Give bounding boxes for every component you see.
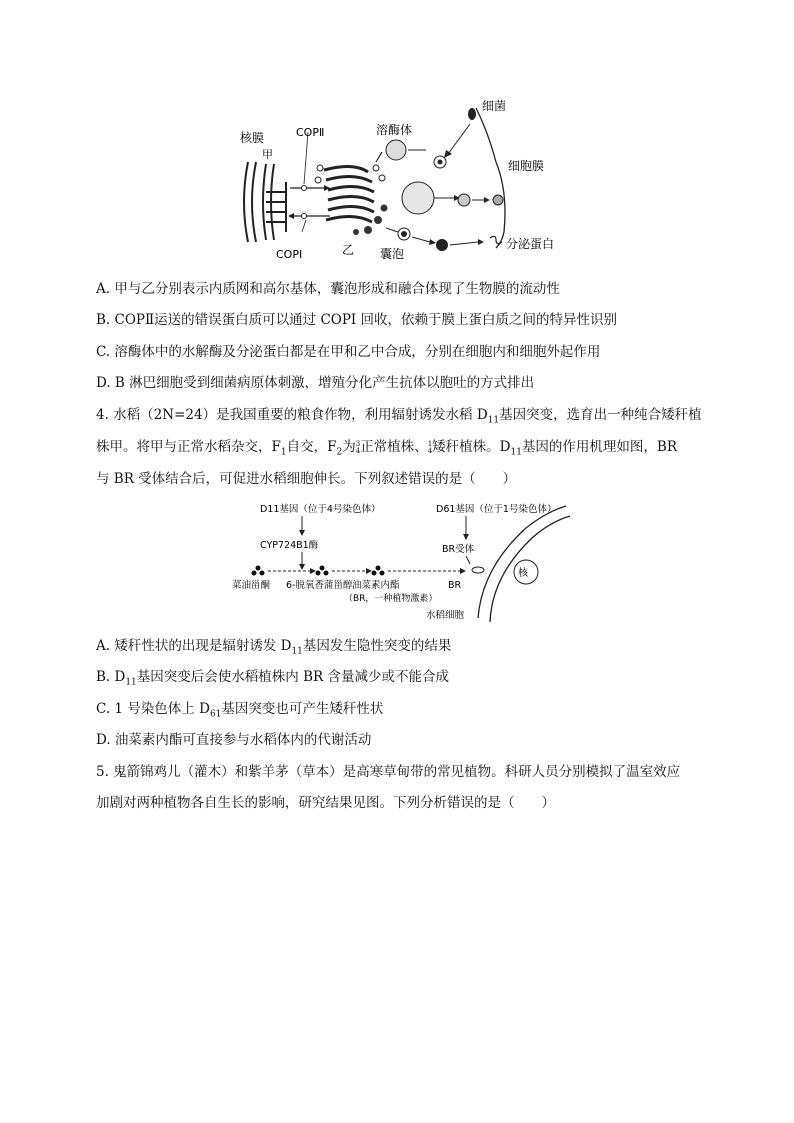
- q4-option-a: A. 矮秆性状的出现是辐射诱发 $D_{11}$基因发生隐性突变的结果: [96, 638, 452, 657]
- q5-stem-line2: 加剧对两种植物各自生长的影响，研究结果见图。下列分析错误的是（ ）: [96, 795, 555, 811]
- label-cop1: COPⅠ: [276, 248, 303, 261]
- label-deoxy: 6-脱氧香蒲甾醇: [286, 580, 353, 591]
- fraction-one-quarter: 1 4: [427, 439, 433, 455]
- cell-secretion-diagram: [226, 92, 572, 262]
- label-cyp-enzyme: CYP724B1酶: [260, 540, 319, 551]
- label-brassinolide-note: （BR，一种植物激素）: [344, 594, 438, 604]
- q4-stem-line2: 株甲。将甲与正常水稻杂交，$F_1$自交，$F_2$为 3 4 正常植株、 1 4 矮秆植株。$D_{11}$基因的作用机理如图，BR: [96, 439, 678, 458]
- label-cop2: COPⅡ: [296, 126, 325, 139]
- q4-option-b: B. $D_{11}$基因突变后会使水稻植株内 BR 含量减少或不能合成: [96, 669, 449, 688]
- q3-option-c: C. 溶酶体中的水解酶及分泌蛋白都是在甲和乙中合成，分别在细胞内和细胞外起作用: [96, 344, 601, 360]
- label-lysosome: 溶酶体: [376, 123, 413, 137]
- q4-stem-line1: 4. 水稻（2N=24）是我国重要的粮食作物，利用辐射诱发水稻 $D_{11}$基因突变，选育出一种纯合矮秆植: [96, 407, 702, 426]
- q3-option-a: A. 甲与乙分别表示内质网和高尔基体，囊泡形成和融合体现了生物膜的流动性: [96, 281, 560, 297]
- label-cell-membrane: 细胞膜: [508, 159, 545, 173]
- label-br-receptor: BR受体: [442, 544, 475, 555]
- label-d11-gene: D11基因（位于4号染色体）: [260, 504, 381, 515]
- q5-stem-line1: 5. 鬼箭锦鸡儿（灌木）和紫羊茅（草本）是高寒草甸带的常见植物。科研人员分别模拟了温室效应: [96, 764, 681, 780]
- br-pathway-diagram: [226, 498, 572, 624]
- label-rice-cell: 水稻细胞: [426, 610, 465, 621]
- label-nucleus: 核: [518, 568, 528, 579]
- label-brassinolide: 油菜素内酯: [352, 580, 400, 591]
- q4-option-c: C. 1 号染色体上 $D_{61}$基因突变也可产生矮秆性状: [96, 701, 384, 720]
- label-d61-gene: D61基因（位于1号染色体）: [436, 504, 557, 515]
- q3-option-d: D. B 淋巴细胞受到细菌病原体刺激，增殖分化产生抗体以胞吐的方式排出: [96, 375, 535, 391]
- q4-stem-line3: 与 BR 受体结合后，可促进水稻细胞伸长。下列叙述错误的是（ ）: [96, 471, 517, 487]
- label-campestanone: 菜油甾酮: [232, 580, 271, 591]
- label-nuclear-membrane: 核膜: [240, 131, 265, 145]
- label-vesicle: 囊泡: [380, 247, 405, 261]
- fraction-three-quarters: 3 4: [355, 439, 361, 455]
- label-yi: 乙: [342, 243, 355, 257]
- label-secreted-protein: 分泌蛋白: [506, 237, 555, 251]
- label-br: BR: [448, 580, 462, 591]
- label-jia: 甲: [262, 148, 273, 161]
- label-bacteria: 细菌: [482, 99, 507, 113]
- q3-option-b: B. COPⅡ运送的错误蛋白质可以通过 COPI 回收，依赖于膜上蛋白质之间的特异性识别: [96, 312, 618, 328]
- q4-option-d: D. 油菜素内酯可直接参与水稻体内的代谢活动: [96, 732, 372, 748]
